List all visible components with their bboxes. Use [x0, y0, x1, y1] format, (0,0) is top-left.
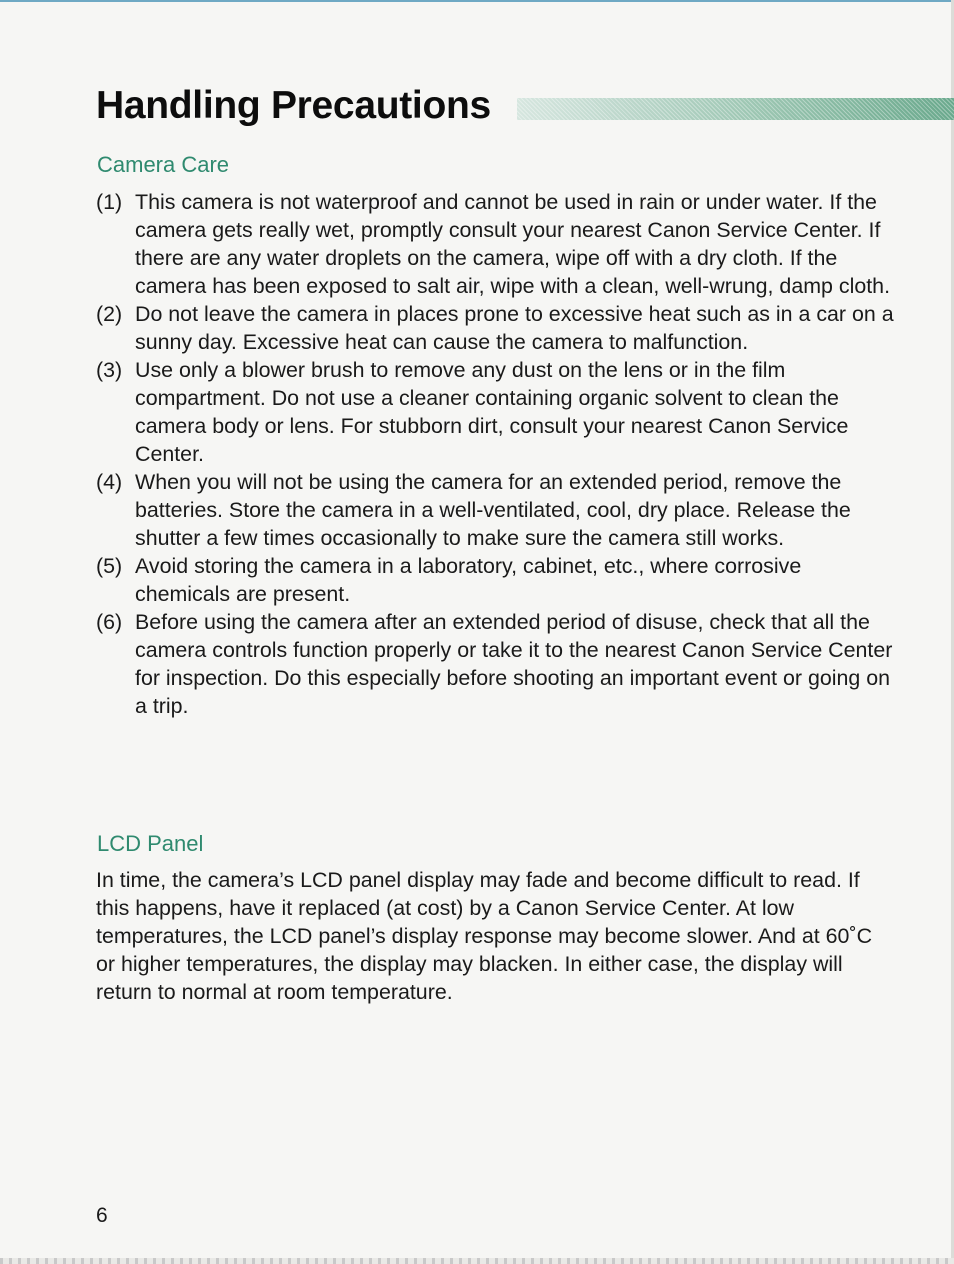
page-bottom-edge — [0, 1258, 954, 1264]
title-row — [96, 82, 954, 132]
camera-care-list — [96, 188, 896, 720]
list-item-text: Do not leave the camera in places prone to excessive heat such as in a car on a sunny day. Excessive heat can cause the camera to malfunction. — [135, 302, 894, 354]
lcd-panel-paragraph: In time, the camera’s LCD panel display may fade and become difficult to read. If this happens, have it replaced (at cost) by a Canon Service Center. At low temperatures, the LCD panel’s display response may become slower. And at 60˚C or higher temperatures, the display may blacken. In either case, the display will return to normal at room temperature. — [96, 868, 873, 1004]
title-decorative-bar — [517, 98, 954, 120]
list-item — [96, 300, 896, 356]
list-item — [96, 188, 896, 300]
list-item-text: This camera is not waterproof and cannot be used in rain or under water. If the camera gets really wet, promptly consult your nearest Canon Service Center. If there are any water droplets on the camera, wipe off with a dry cloth. If the camera has been exposed to salt air, wipe with a clean, well-wrung, damp cloth. — [135, 190, 891, 298]
list-item-text: Avoid storing the camera in a laboratory, cabinet, etc., where corrosive chemicals are present. — [135, 554, 802, 606]
list-item-number: (2) — [96, 302, 123, 326]
list-item-number: (5) — [96, 554, 123, 578]
list-item — [96, 468, 896, 552]
section-heading-lcd-panel: LCD Panel — [97, 831, 204, 856]
list-item-number: (6) — [96, 610, 123, 634]
page-title: Handling Precautions — [96, 84, 491, 127]
list-item-number: (1) — [96, 190, 123, 214]
list-item-text: Use only a blower brush to remove any dust on the lens or in the film compartment. Do not use a cleaner containing organic solvent to clean the camera body or lens. For stubborn dirt, consult your nearest Canon Service Center. — [135, 358, 849, 466]
page-top-edge — [0, 0, 954, 2]
list-item — [96, 356, 896, 468]
list-item-text: When you will not be using the camera for an extended period, remove the batteries. Store the camera in a well-ventilated, cool, dry place. Release the shutter a few times occasionally to make sure the camera still works. — [135, 470, 851, 550]
list-item-number: (4) — [96, 470, 123, 494]
list-item-number: (3) — [96, 358, 123, 382]
section-heading-camera-care: Camera Care — [97, 152, 230, 177]
page-number: 6 — [96, 1204, 108, 1227]
list-item-text: Before using the camera after an extended period of disuse, check that all the camera controls function properly or take it to the nearest Canon Service Center for inspection. Do this especially before shooting an important event or going on a trip. — [135, 610, 893, 718]
list-item — [96, 608, 896, 720]
list-item — [96, 552, 896, 608]
